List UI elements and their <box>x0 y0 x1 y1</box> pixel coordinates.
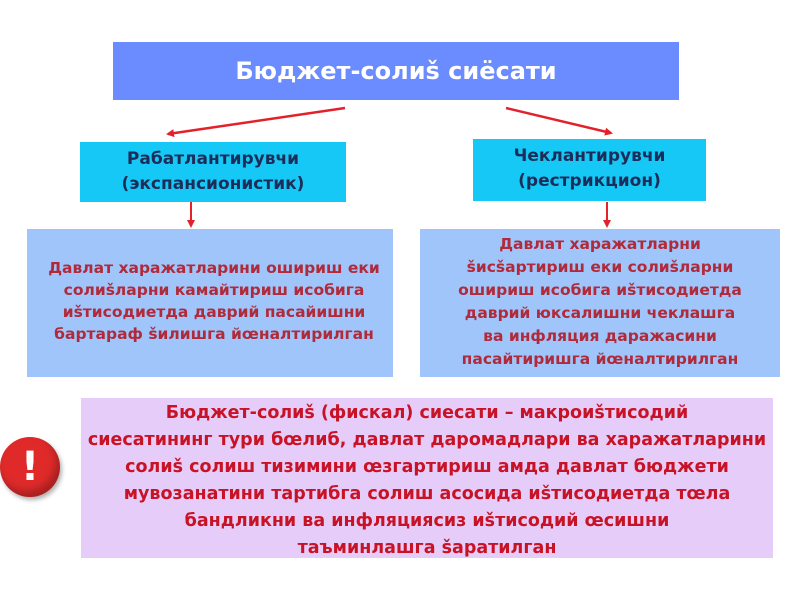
restrictive-description-line: даврий юксалишни чеклашга <box>464 304 736 322</box>
restrictive-description-box <box>420 229 780 377</box>
diagram-title: Бюджет-солиš сиёсати <box>235 57 557 85</box>
expansionary-description-line: иšтисодиетда даврий пасайишни <box>62 303 366 321</box>
expansionary-description-line: солиšларни камайтириш исобига <box>63 281 365 299</box>
restrictive-description-line: Давлат харажатларни <box>499 235 701 253</box>
arrow-title-to-right <box>506 108 611 133</box>
restrictive-description-line: ошириш исобига иšтисодиетда <box>458 281 742 299</box>
definition-note-line: бандликни ва инфляциясиз иšтисодий œсишни <box>184 511 670 531</box>
expansionary-heading-line: Рабатлантирувчи <box>126 149 300 169</box>
expansionary-heading-box <box>80 142 346 202</box>
definition-note-line: мувозанатини тартибга солиш асосида иšтисодиетда тœла <box>123 484 731 504</box>
definition-note-line: сиесатининг тури бœлиб, давлат даромадлари ва харажатларини <box>87 430 767 450</box>
restrictive-description-line: ва инфляция даражасини <box>483 327 717 345</box>
expansionary-description-line: бартараф šилишга йœналтирилган <box>54 325 374 343</box>
definition-note-line: таъминлашга šаратилган <box>297 538 557 558</box>
arrow-title-to-left <box>168 108 345 134</box>
restrictive-heading-line: (рестрикцион) <box>518 170 661 191</box>
diagram-title-box <box>113 42 679 100</box>
restrictive-description-line: šисšартириш еки солиšларни <box>466 258 734 276</box>
definition-note-line: солиš солиш тизимини œзгартириш амда давлат бюджети <box>125 457 729 477</box>
restrictive-heading-line: Чеклантирувчи <box>513 146 666 166</box>
exclamation-symbol: ! <box>20 444 40 490</box>
restrictive-description-line: пасайтиришга йœналтирилган <box>461 350 739 368</box>
expansionary-heading-line: (экспансионистик) <box>121 173 305 194</box>
restrictive-heading-box <box>473 139 706 201</box>
expansionary-description-box <box>27 229 393 377</box>
definition-note-box <box>81 398 773 558</box>
expansionary-description-line: Давлат харажатларини ошириш еки <box>48 259 380 277</box>
definition-note-line: Бюджет-солиš (фискал) сиесати – макроиšтисодий <box>165 403 689 423</box>
exclamation-icon <box>0 437 60 497</box>
